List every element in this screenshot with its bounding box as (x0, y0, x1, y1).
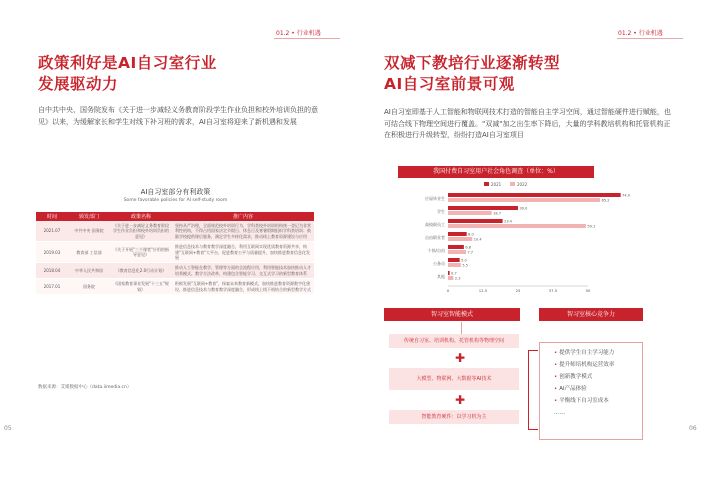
table-cell: 《关于进一步减轻义务教育阶段学生作业负担和校外培训负担的意见》 (110, 221, 172, 242)
tick-label: 25 (515, 288, 521, 293)
table-header: 推广内容 (172, 212, 314, 221)
flow-item-hardware: 智能教育硬件：以学习机为主 (389, 410, 519, 424)
table-cell: 2018.04 (36, 263, 68, 279)
tick-label: 50 (585, 288, 591, 293)
data-label: 8.0 (468, 232, 474, 237)
table-cell: 《国家教育事业发展"十三五"规划》 (110, 279, 172, 295)
table-cell: 推动人工智能在教学、管理等方面的全流程应用，利用智能技术加快推动人才培养模式、教学方法改革，构建包含智能学习、交互式学习的新型教育体系 (172, 263, 314, 279)
bar (448, 276, 453, 280)
list-item: • 创新教学模式 (554, 374, 593, 380)
data-label: 74.0 (622, 193, 630, 198)
source-note: 数据来源：艾媒数据中心（data.iimedia.cn） (38, 385, 132, 390)
data-label: 59.1 (587, 224, 596, 229)
bar (448, 219, 503, 223)
divider (274, 38, 340, 39)
title-line-2: 发展驱动力 (38, 75, 119, 93)
bar (448, 193, 621, 197)
category-label: 个体/自由 (427, 248, 445, 253)
legend-swatch (484, 182, 489, 186)
table-cell: 坚持从严治理，全面规范校外培训行为，学科类校外培训机构统一登记为非营利性机构，不得占用国家法定节假日、休息日及寒暑假期组织学科类培训；鼓励学校提供课后服务，满足学生多样化需求，推动线上教育资源建设与应用 (172, 221, 314, 242)
bracket-decoration (528, 350, 538, 430)
table-cell: 中共中央 国务院 (68, 221, 110, 242)
legend-label: 2021 (491, 182, 502, 187)
section-tag: 01.2 • 行业机遇 (276, 30, 321, 37)
plus-icon: ✚ (455, 393, 466, 407)
table-title: AI自习室部分有利政策 (140, 188, 211, 196)
table-row (36, 263, 314, 279)
bar (448, 237, 472, 241)
category-label: 学生 (437, 209, 445, 214)
body-paragraph: 自中共中央、国务院发布《关于进一步减轻义务教育阶段学生作业负担和校外培训负担的意见》以来，为缓解家长和学生对线下补习班的需求，AI自习室将迎来了新机遇和发展 (38, 106, 318, 126)
body-paragraph: AI自习室即基于人工智能和物联网技术打造的智能自主学习空间，通过智能硬件进行赋能，也可结合线下物理空间进行覆盖。"双减"加之出生率下降后，大量的学科教培机构和托管机构正在积极进行升级转型，纷纷打造AI自习室项目 (384, 108, 671, 139)
table-subtitle: Some favorable policies for AI self-study room (123, 198, 228, 203)
data-label: 6.8 (465, 245, 471, 250)
tick-label: 12.5 (478, 288, 488, 293)
bar-chart (398, 179, 630, 297)
category-label: 高校职员工 (425, 222, 445, 227)
table-cell: 《关于开展"三个课堂"应用的指导意见》 (110, 242, 172, 263)
bar (448, 198, 600, 202)
connector-line (461, 322, 462, 334)
data-label: 18.7 (493, 211, 501, 216)
divider (617, 38, 683, 39)
bar (448, 232, 467, 236)
category-label: 自由职业者 (425, 235, 445, 240)
list-item: • AI产品体验 (554, 386, 587, 392)
bar (448, 263, 461, 267)
data-label: 10.4 (473, 237, 482, 242)
data-label: 5.0 (461, 258, 467, 263)
bar (448, 211, 492, 215)
bar (448, 271, 450, 275)
table-cell: 推进信息技术与教育教学深度融合，利用互联网实现优质教育资源共享，构建"互联网+教育"大平台，促进教育公平与质量提升，加快推进教育信息化发展 (172, 242, 314, 263)
table-header: 颁发部门 (68, 212, 110, 221)
table-cell: 中华人民共和国 (68, 263, 110, 279)
legend-label: 2022 (517, 182, 528, 187)
table-cell: 教育部 工信部 (68, 242, 110, 263)
flow-item-physical: 传统自习室、培训机构、托管机构等物理空间 (389, 334, 519, 348)
table-cell: 2019.03 (36, 242, 68, 263)
title-line-2: AI自习室前景可观 (384, 75, 515, 93)
table-header: 时间 (36, 212, 68, 221)
data-label: 7.7 (467, 250, 474, 255)
flow-left-title: 智习室智能模式 (384, 308, 520, 321)
table-header: 政策名称 (110, 212, 172, 221)
category-label: 公务员 (433, 261, 445, 266)
table-row (36, 221, 314, 242)
policy-table (36, 212, 314, 295)
data-label: 0.7 (451, 271, 457, 276)
table-cell: 积极发展"互联网+教育"，探索未来教育新模式，加快推进教育资源数字化建设，推进信息技术与教育教学深度融合，形成线上线下相结合的新型教学方式 (172, 279, 314, 295)
bar (448, 206, 518, 210)
page-title (38, 53, 217, 95)
plus-icon: ✚ (455, 351, 466, 365)
tick-label: 37.5 (548, 288, 558, 293)
table-row (36, 279, 314, 295)
list-item: …… (554, 410, 565, 416)
data-label: 30.0 (519, 206, 528, 211)
table-cell: 2017.01 (36, 279, 68, 295)
category-label: 应届毕业生 (425, 196, 445, 201)
bar (448, 224, 586, 228)
table-cell: 《教育信息化2.0行动计划》 (110, 263, 172, 279)
list-item: • 提升师培机构运营效率 (554, 362, 615, 368)
section-tag: 01.2 • 行业机遇 (618, 30, 663, 37)
table-cell: 2021.07 (36, 221, 68, 242)
flow-item-ai-tech: 大模型、物联网、大数据等AI技术 (389, 368, 519, 390)
bar (448, 245, 464, 249)
flow-right-title: 智习室核心竞争力 (539, 308, 643, 321)
right-page (351, 0, 702, 480)
title-line-1: 政策利好是AI自习室行业 (38, 54, 217, 72)
list-item: • 提供学生自主学习能力 (554, 350, 615, 356)
data-label: 23.4 (504, 219, 512, 224)
bar (448, 250, 466, 254)
title-line-1: 双减下教培行业逐渐转型 (384, 54, 561, 72)
tick-label: 0 (446, 288, 450, 293)
page-number: 05 (4, 425, 12, 432)
data-label: 5.5 (462, 263, 468, 268)
table-cell: 国务院 (68, 279, 110, 295)
page-title (384, 53, 560, 95)
bar (448, 258, 460, 262)
data-label: 2.3 (454, 276, 461, 281)
legend-swatch (510, 182, 515, 186)
category-label: 其他 (437, 274, 445, 279)
table-row (36, 242, 314, 263)
data-label: 65.2 (601, 198, 610, 203)
core-competence-list (539, 342, 643, 440)
chart-title: 我国付费自习室用户社会角色调查（单位：%） (398, 166, 594, 178)
page-number: 06 (689, 425, 697, 432)
list-item: • 平衡线下自习室成本 (554, 398, 609, 404)
